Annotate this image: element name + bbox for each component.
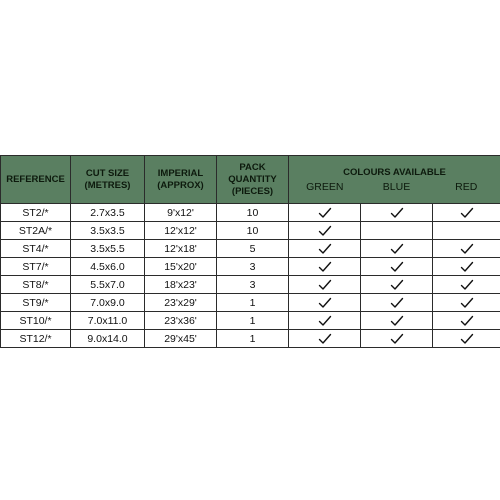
cell-pack-quantity: 3: [217, 276, 289, 294]
cell-imperial: 29'x45': [145, 330, 217, 348]
cell-pack-quantity: 1: [217, 294, 289, 312]
check-icon: [318, 225, 332, 237]
table-row: [1, 312, 500, 330]
check-icon: [390, 333, 404, 345]
header-imperial: [145, 156, 217, 204]
check-icon: [460, 297, 474, 309]
cell-imperial: 12'x18': [145, 240, 217, 258]
cell-pack-quantity: 10: [217, 204, 289, 222]
cell-pack-quantity: 5: [217, 240, 289, 258]
cell-imperial: 9'x12': [145, 204, 217, 222]
cell-pack-quantity: 1: [217, 312, 289, 330]
table-row: [1, 240, 500, 258]
header-pack-quantity-label: PACK QUANTITY (PIECES): [228, 161, 277, 197]
cell-cut-size: 9.0x14.0: [71, 330, 145, 348]
check-icon: [318, 261, 332, 273]
check-icon: [390, 261, 404, 273]
cell-reference: ST7/*: [1, 258, 71, 276]
cell-green: [289, 330, 361, 348]
cell-blue: [361, 222, 433, 240]
header-red: RED: [433, 180, 500, 204]
header-reference: REFERENCE: [1, 156, 71, 204]
check-icon: [390, 315, 404, 327]
cell-pack-quantity: 3: [217, 258, 289, 276]
check-icon: [460, 279, 474, 291]
check-icon: [460, 243, 474, 255]
header-cut-size: [71, 156, 145, 204]
cell-blue: [361, 204, 433, 222]
cell-imperial: 23'x29': [145, 294, 217, 312]
cell-imperial: 15'x20': [145, 258, 217, 276]
cell-imperial: 18'x23': [145, 276, 217, 294]
cell-cut-size: 2.7x3.5: [71, 204, 145, 222]
check-icon: [460, 207, 474, 219]
header-imperial-label: IMPERIAL (APPROX): [157, 167, 204, 191]
cell-green: [289, 294, 361, 312]
check-icon: [390, 297, 404, 309]
cell-blue: [361, 294, 433, 312]
table-header: [1, 156, 500, 204]
check-icon: [318, 333, 332, 345]
table-row: [1, 330, 500, 348]
check-icon: [390, 279, 404, 291]
product-size-table: [0, 155, 500, 348]
cell-red: [433, 222, 500, 240]
check-icon: [318, 315, 332, 327]
cell-red: [433, 204, 500, 222]
cell-imperial: 12'x12': [145, 222, 217, 240]
cell-cut-size: 3.5x3.5: [71, 222, 145, 240]
cell-imperial: 23'x36': [145, 312, 217, 330]
cell-blue: [361, 258, 433, 276]
cell-reference: ST9/*: [1, 294, 71, 312]
cell-green: [289, 276, 361, 294]
cell-cut-size: 7.0x9.0: [71, 294, 145, 312]
table-row: [1, 222, 500, 240]
cell-green: [289, 222, 361, 240]
cell-red: [433, 258, 500, 276]
cell-red: [433, 330, 500, 348]
cell-red: [433, 294, 500, 312]
cell-green: [289, 258, 361, 276]
cell-red: [433, 240, 500, 258]
cell-green: [289, 240, 361, 258]
cell-blue: [361, 330, 433, 348]
cell-reference: ST2A/*: [1, 222, 71, 240]
cell-reference: ST4/*: [1, 240, 71, 258]
table-row: [1, 204, 500, 222]
check-icon: [460, 315, 474, 327]
cell-red: [433, 276, 500, 294]
table-body: [1, 204, 500, 348]
check-icon: [460, 333, 474, 345]
header-green: GREEN: [289, 180, 361, 204]
check-icon: [318, 297, 332, 309]
cell-cut-size: 3.5x5.5: [71, 240, 145, 258]
cell-cut-size: 7.0x11.0: [71, 312, 145, 330]
cell-cut-size: 4.5x6.0: [71, 258, 145, 276]
check-icon: [390, 207, 404, 219]
cell-reference: ST12/*: [1, 330, 71, 348]
table-row: [1, 276, 500, 294]
header-pack-quantity: [217, 156, 289, 204]
cell-blue: [361, 276, 433, 294]
cell-reference: ST8/*: [1, 276, 71, 294]
check-icon: [390, 243, 404, 255]
cell-green: [289, 312, 361, 330]
check-icon: [318, 243, 332, 255]
cell-reference: ST2/*: [1, 204, 71, 222]
check-icon: [318, 207, 332, 219]
cell-red: [433, 312, 500, 330]
check-icon: [318, 279, 332, 291]
header-cut-size-label: CUT SIZE (METRES): [84, 167, 131, 191]
cell-blue: [361, 312, 433, 330]
cell-green: [289, 204, 361, 222]
table-row: [1, 258, 500, 276]
header-colours-available: COLOURS AVAILABLE: [289, 156, 500, 181]
header-blue: BLUE: [361, 180, 433, 204]
check-icon: [460, 261, 474, 273]
cell-pack-quantity: 10: [217, 222, 289, 240]
cell-pack-quantity: 1: [217, 330, 289, 348]
cell-cut-size: 5.5x7.0: [71, 276, 145, 294]
table-row: [1, 294, 500, 312]
cell-reference: ST10/*: [1, 312, 71, 330]
cell-blue: [361, 240, 433, 258]
